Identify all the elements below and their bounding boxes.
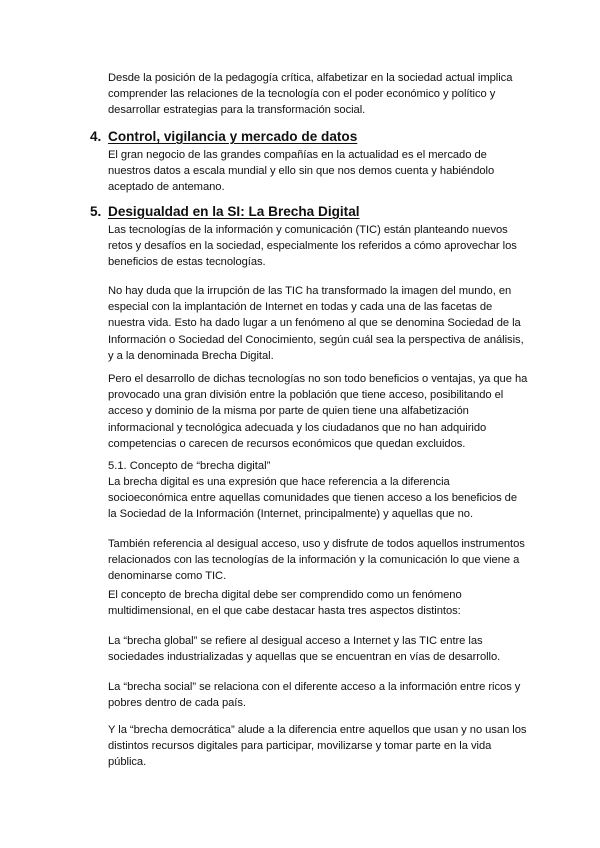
subsection-5-1-paragraph-1: La brecha digital es una expresión que hace referencia a la diferencia socioeconómica entre aquellas comunidades que tienen acceso a los beneficios de la Sociedad de la Información (Internet, principalmente) y aquellas que no. — [108, 476, 518, 521]
subsection-5-1-paragraph-3: El concepto de brecha digital debe ser comprendido como un fenómeno multidimensional, en el que cabe destacar hasta tres aspectos distintos: — [108, 589, 462, 618]
subsection-5-1-paragraph-4: La “brecha global” se refiere al desigual acceso a Internet y las TIC entre las sociedades industrializadas y aquellas que se encuentran en vías de desarrollo. — [108, 635, 501, 664]
subsection-5-1-paragraph-6: Y la “brecha democrática” alude a la diferencia entre aquellos que usan y no usan los distintos recursos digitales para participar, movilizarse y tomar parte en la vida pública. — [108, 724, 527, 769]
section-4-number: 4. — [90, 129, 102, 144]
section-5-number: 5. — [90, 204, 102, 219]
section-5-paragraph-3: Pero el desarrollo de dichas tecnologías no son todo beneficios o ventajas, ya que ha provocado una gran división entre la población que tiene acceso, posibilitando el acceso y dominio de la misma por parte de quien tiene una alfabetización informacional y tecnológica adecuada y los ciudadanos que no han adquirido competencias o carecen de recursos económicos que quedan excluidos. — [108, 373, 528, 450]
section-4-title: Control, vigilancia y mercado de datos — [108, 129, 358, 144]
subsection-5-1-paragraph-5: La “brecha social” se relaciona con el diferente acceso a la información entre ricos y pobres dentro de cada país. — [108, 681, 521, 710]
section-4-heading — [90, 128, 357, 146]
section-4-paragraph: El gran negocio de las grandes compañías en la actualidad es el mercado de nuestros datos a escala mundial y ello sin que nos demos cuenta y habiéndolo aceptado de antemano. — [108, 149, 495, 194]
section-5-paragraph-1: Las tecnologías de la información y comunicación (TIC) están planteando nuevos retos y desafíos en la sociedad, especialmente los referidos a cómo aprovechar los beneficios de estas tecnologías. — [108, 224, 517, 269]
section-5-paragraph-2: No hay duda que la irrupción de las TIC ha transformado la imagen del mundo, en especial con la implantación de Internet en todas y cada una de las facetas de nuestra vida. Esto ha dado lugar a un fenómeno al que se denomina Sociedad de la Información o Sociedad del Conocimiento, según cuál sea la perspectiva de análisis, y a la denominada Brecha Digital. — [108, 285, 524, 362]
subsection-5-1-heading: 5.1. Concepto de “brecha digital” — [108, 460, 271, 472]
intro-paragraph: Desde la posición de la pedagogía crítica, alfabetizar en la sociedad actual implica comprender las relaciones de la tecnología con el poder económico y político y desarrollar estrategias para la transformación social. — [108, 72, 513, 117]
section-5-heading — [90, 203, 360, 221]
subsection-5-1-paragraph-2: También referencia al desigual acceso, uso y disfrute de todos aquellos instrumentos relacionados con las tecnologías de la información y la comunicación lo que viene a denominarse como TIC. — [108, 538, 525, 583]
section-5-title: Desigualdad en la SI: La Brecha Digital — [108, 204, 360, 219]
